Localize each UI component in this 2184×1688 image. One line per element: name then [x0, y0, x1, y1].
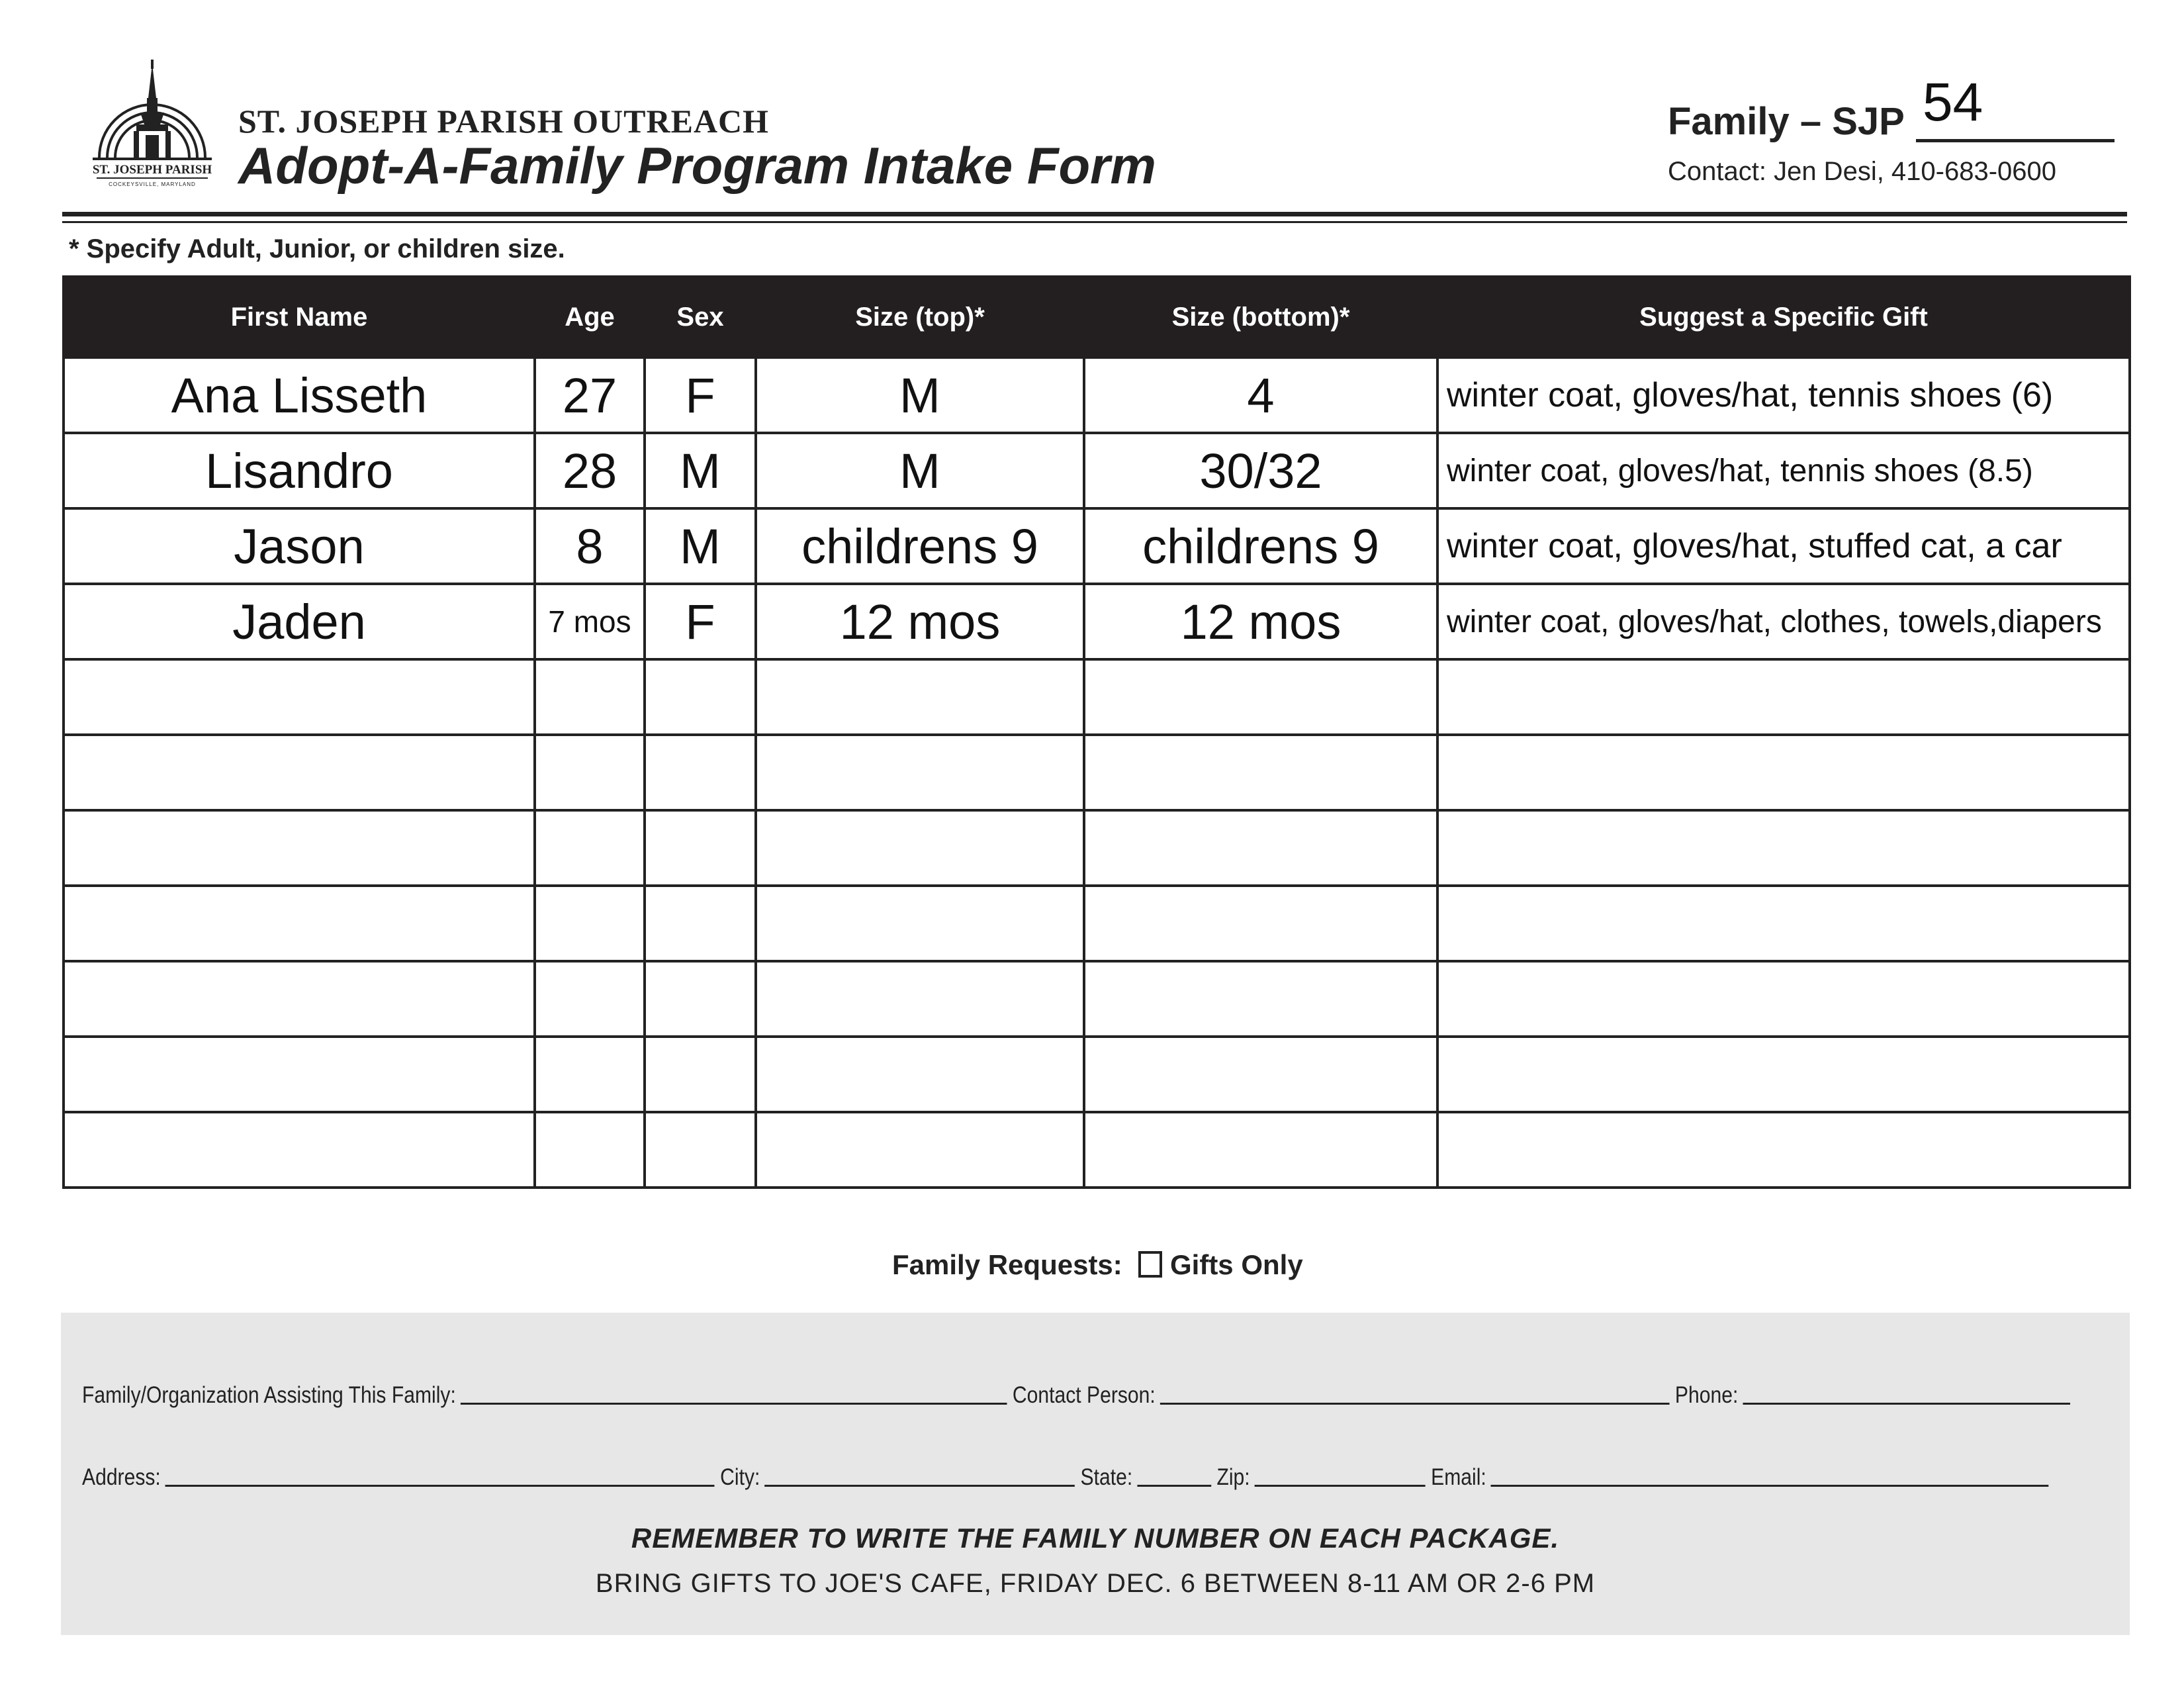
- table-row-empty: [64, 1112, 2130, 1188]
- city-label: City:: [720, 1464, 760, 1490]
- cell-sex[interactable]: F: [645, 584, 756, 659]
- cell-size-bottom[interactable]: childrens 9: [1084, 508, 1437, 584]
- cell-size-bottom[interactable]: 30/32: [1084, 433, 1437, 508]
- cell-first-name[interactable]: [64, 810, 535, 886]
- table-header-row: [64, 277, 2130, 357]
- cell-gift[interactable]: winter coat, gloves/hat, tennis shoes (8.5): [1437, 433, 2130, 508]
- cell-sex[interactable]: F: [645, 357, 756, 433]
- address-row: [82, 1464, 2054, 1491]
- cell-sex[interactable]: M: [645, 433, 756, 508]
- gifts-only-label: Gifts Only: [1170, 1249, 1303, 1280]
- cell-first-name[interactable]: [64, 659, 535, 735]
- cell-first-name[interactable]: [64, 735, 535, 810]
- cell-sex[interactable]: [645, 961, 756, 1037]
- page-title: Adopt-A-Family Program Intake Form: [238, 136, 1156, 195]
- assisting-family-field[interactable]: [461, 1402, 1007, 1405]
- table-row: [64, 584, 2130, 659]
- column-header-gift: Suggest a Specific Gift: [1437, 277, 2130, 357]
- cell-size-bottom[interactable]: 12 mos: [1084, 584, 1437, 659]
- cell-size-top[interactable]: [756, 1037, 1084, 1112]
- cell-size-top[interactable]: [756, 735, 1084, 810]
- cell-size-bottom[interactable]: [1084, 1112, 1437, 1188]
- cell-size-bottom[interactable]: [1084, 735, 1437, 810]
- cell-sex[interactable]: M: [645, 508, 756, 584]
- cell-age[interactable]: [535, 659, 645, 735]
- cell-sex[interactable]: [645, 1037, 756, 1112]
- cell-age[interactable]: [535, 1037, 645, 1112]
- cell-age[interactable]: 7 mos: [535, 584, 645, 659]
- family-number-label: Family – SJP: [1668, 100, 1905, 143]
- table-row: [64, 508, 2130, 584]
- table-row-empty: [64, 1037, 2130, 1112]
- assisting-family-label: Family/Organization Assisting This Family:: [82, 1382, 456, 1408]
- table-row-empty: [64, 886, 2130, 961]
- table-row-empty: [64, 735, 2130, 810]
- cell-size-top[interactable]: M: [756, 357, 1084, 433]
- address-field[interactable]: [165, 1484, 715, 1487]
- cell-gift[interactable]: [1437, 961, 2130, 1037]
- svg-text:ST. JOSEPH PARISH: ST. JOSEPH PARISH: [92, 163, 212, 177]
- cell-size-bottom[interactable]: 4: [1084, 357, 1437, 433]
- cell-age[interactable]: [535, 886, 645, 961]
- family-number-field[interactable]: [1916, 139, 2115, 142]
- header-divider-thin: [62, 221, 2127, 223]
- cell-size-bottom[interactable]: [1084, 1037, 1437, 1112]
- cell-gift[interactable]: winter coat, gloves/hat, clothes, towels,diapers: [1437, 584, 2130, 659]
- parish-logo: [79, 58, 225, 204]
- cell-sex[interactable]: [645, 810, 756, 886]
- table-row: [64, 433, 2130, 508]
- cell-first-name[interactable]: [64, 961, 535, 1037]
- cell-size-bottom[interactable]: [1084, 886, 1437, 961]
- cell-sex[interactable]: [645, 659, 756, 735]
- family-requests-label: Family Requests:: [892, 1249, 1122, 1280]
- svg-text:COCKEYSVILLE, MARYLAND: COCKEYSVILLE, MARYLAND: [109, 181, 196, 187]
- header-divider: [62, 212, 2127, 216]
- contact-person-field[interactable]: [1160, 1402, 1670, 1405]
- column-header-first-name: First Name: [64, 277, 535, 357]
- family-number-value: 54: [1923, 72, 1983, 132]
- table-row-empty: [64, 659, 2130, 735]
- cell-size-bottom[interactable]: [1084, 659, 1437, 735]
- state-field[interactable]: [1137, 1484, 1211, 1487]
- gifts-only-checkbox[interactable]: [1138, 1251, 1162, 1278]
- cell-sex[interactable]: [645, 735, 756, 810]
- remember-notice: REMEMBER TO WRITE THE FAMILY NUMBER ON EACH PACKAGE.: [631, 1523, 1560, 1554]
- address-label: Address:: [82, 1464, 161, 1490]
- phone-field[interactable]: [1743, 1402, 2070, 1405]
- cell-first-name[interactable]: [64, 1112, 535, 1188]
- contact-person-label: Contact Person:: [1012, 1382, 1156, 1408]
- column-header-age: Age: [535, 277, 645, 357]
- column-header-sex: Sex: [645, 277, 756, 357]
- cell-gift[interactable]: [1437, 735, 2130, 810]
- column-header-size-bottom: Size (bottom)*: [1084, 277, 1437, 357]
- cell-first-name[interactable]: Jaden: [64, 584, 535, 659]
- cell-size-top[interactable]: [756, 961, 1084, 1037]
- table-row: [64, 357, 2130, 433]
- cell-size-bottom[interactable]: [1084, 961, 1437, 1037]
- cell-gift[interactable]: winter coat, gloves/hat, tennis shoes (6): [1437, 357, 2130, 433]
- cell-age[interactable]: 8: [535, 508, 645, 584]
- cell-age[interactable]: [535, 1112, 645, 1188]
- table-row-empty: [64, 961, 2130, 1037]
- cell-first-name[interactable]: Lisandro: [64, 433, 535, 508]
- cell-age[interactable]: 28: [535, 433, 645, 508]
- phone-label: Phone:: [1674, 1382, 1739, 1408]
- parish-outreach-heading: ST. JOSEPH PARISH OUTREACH: [238, 103, 770, 140]
- cell-size-top[interactable]: 12 mos: [756, 584, 1084, 659]
- city-field[interactable]: [764, 1484, 1075, 1487]
- cell-size-bottom[interactable]: [1084, 810, 1437, 886]
- cell-size-top[interactable]: M: [756, 433, 1084, 508]
- cell-age[interactable]: [535, 735, 645, 810]
- email-field[interactable]: [1491, 1484, 2049, 1487]
- cell-age[interactable]: [535, 810, 645, 886]
- cell-gift[interactable]: [1437, 810, 2130, 886]
- table-row-empty: [64, 810, 2130, 886]
- cell-size-top[interactable]: [756, 1112, 1084, 1188]
- contact-info: Contact: Jen Desi, 410-683-0600: [1668, 157, 2057, 186]
- cell-first-name[interactable]: Jason: [64, 508, 535, 584]
- cell-gift[interactable]: [1437, 659, 2130, 735]
- cell-size-top[interactable]: childrens 9: [756, 508, 1084, 584]
- cell-size-top[interactable]: [756, 886, 1084, 961]
- size-note: * Specify Adult, Junior, or children size.: [69, 234, 565, 263]
- cell-gift[interactable]: [1437, 1112, 2130, 1188]
- zip-field[interactable]: [1255, 1484, 1426, 1487]
- cell-first-name[interactable]: Ana Lisseth: [64, 357, 535, 433]
- cell-sex[interactable]: [645, 886, 756, 961]
- cell-gift[interactable]: winter coat, gloves/hat, stuffed cat, a car: [1437, 508, 2130, 584]
- cell-size-top[interactable]: [756, 659, 1084, 735]
- drop-off-notice: BRING GIFTS TO JOE'S CAFE, FRIDAY DEC. 6 BETWEEN 8-11 AM OR 2-6 PM: [595, 1569, 1596, 1598]
- zip-label: Zip:: [1216, 1464, 1250, 1490]
- cell-age[interactable]: [535, 961, 645, 1037]
- email-label: Email:: [1431, 1464, 1486, 1490]
- cell-gift[interactable]: [1437, 886, 2130, 961]
- cell-first-name[interactable]: [64, 886, 535, 961]
- cell-size-top[interactable]: [756, 810, 1084, 886]
- cell-sex[interactable]: [645, 1112, 756, 1188]
- intake-table: [62, 275, 2131, 1189]
- cell-gift[interactable]: [1437, 1037, 2130, 1112]
- state-label: State:: [1080, 1464, 1133, 1490]
- assisting-info-row: [82, 1382, 2075, 1409]
- cell-first-name[interactable]: [64, 1037, 535, 1112]
- cell-age[interactable]: 27: [535, 357, 645, 433]
- column-header-size-top: Size (top)*: [756, 277, 1084, 357]
